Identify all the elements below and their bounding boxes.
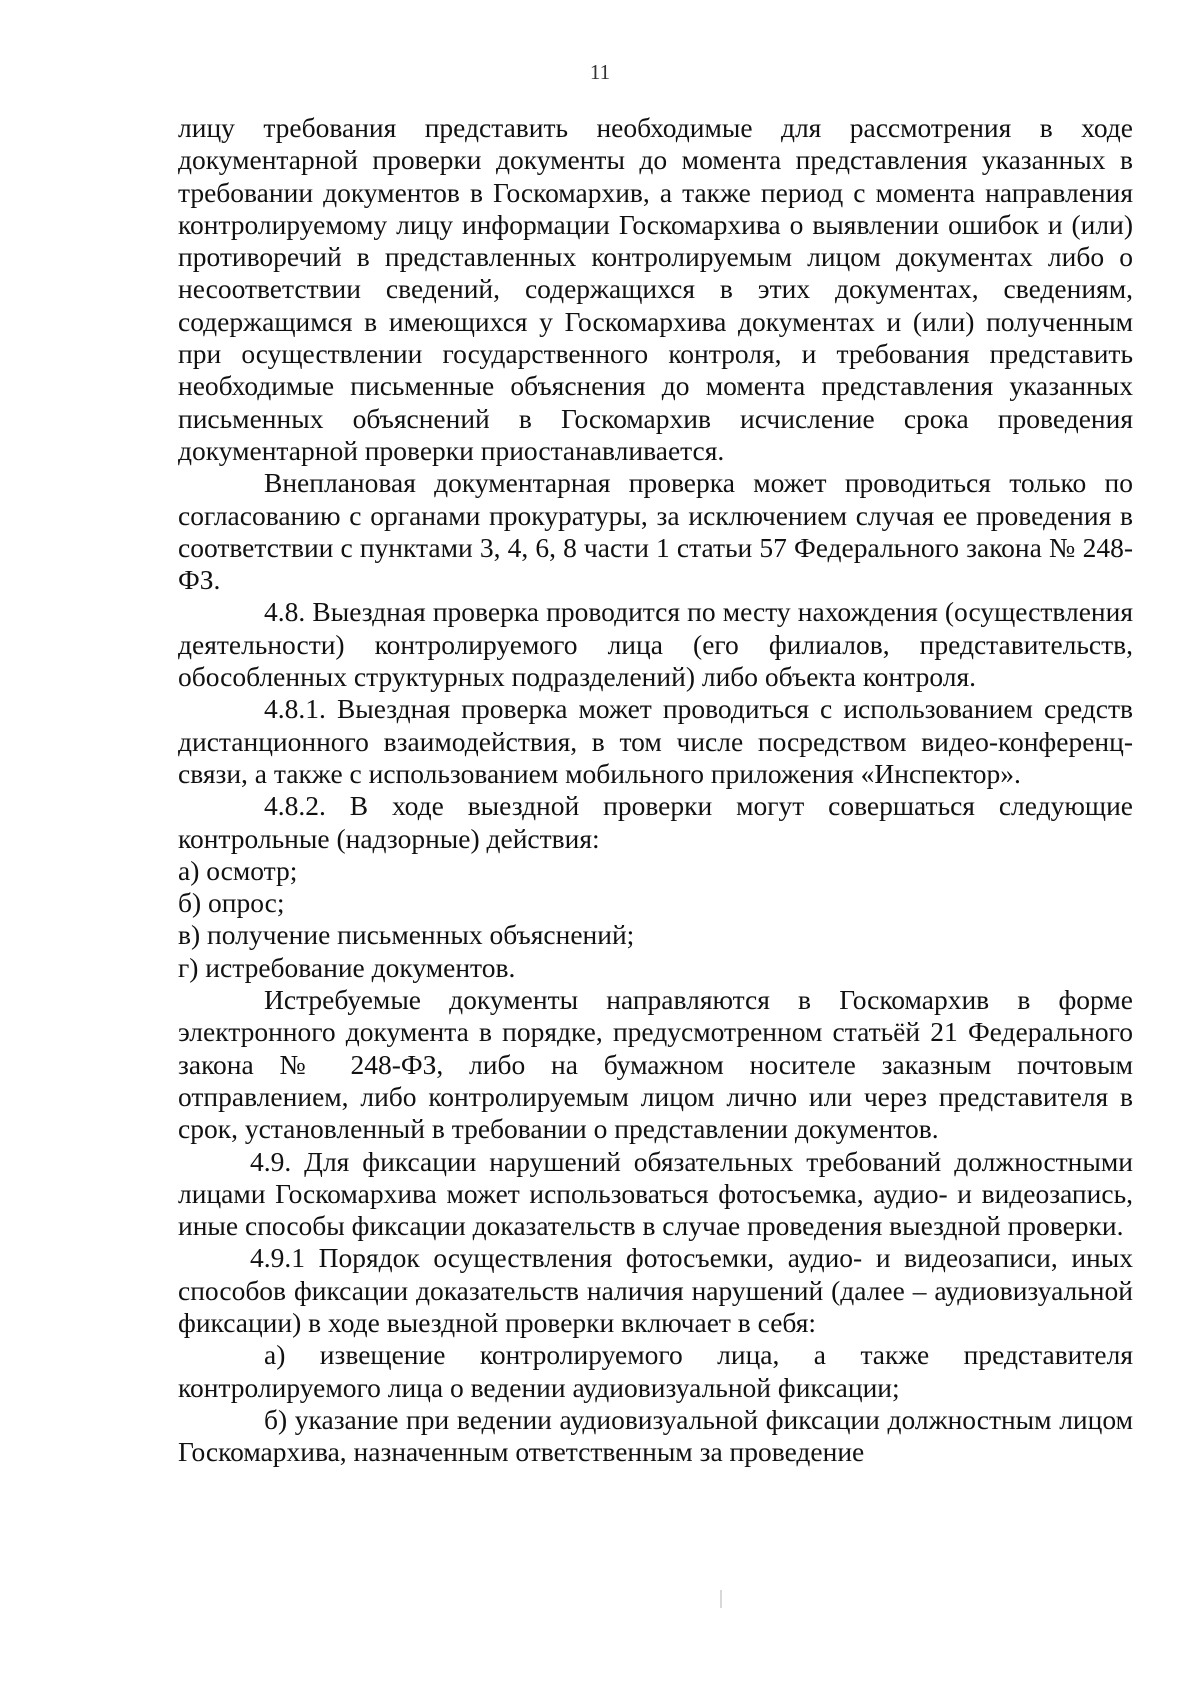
paragraph-4-9-1: 4.9.1 Порядок осуществления фотосъемки, аудио- и видеозаписи, иных способов фиксации доказательств наличия нарушений (далее – аудиовизуальной фиксации) в ходе выездной проверки включает в себя:	[178, 1242, 1133, 1338]
page-number: 11	[589, 60, 611, 84]
list-item-v: в) получение письменных объяснений;	[178, 919, 635, 951]
paragraph-4-8-2: 4.8.2. В ходе выездной проверки могут совершаться следующие контрольные (надзорные) действия:	[178, 790, 1133, 854]
paragraph-4-8: 4.8. Выездная проверка проводится по месту нахождения (осуществления деятельности) контролируемого лица (его филиалов, представительств, обособленных структурных подразделений) либо объекта контроля.	[178, 596, 1133, 693]
paragraph-continuation: лицу требования представить необходимые для рассмотрения в ходе документарной проверки документы до момента представления указанных в требовании документов в Госкомархив, а также период с момента направления контролируемому лицу информации Госкомархива о выявлении ошибок и (или) противоречий в представленных контролируемым лицом документах либо о несоответствии сведений, содержащихся в этих документах, сведениям, содержащимся в имеющихся у Госкомархива документах и (или) полученным при осуществлении государственного контроля, и требования представить необходимые письменные объяснения до момента представления указанных письменных объяснений в Госкомархив исчисление срока проведения документарной проверки приостанавливается.	[178, 112, 1133, 466]
paragraph-4-9-1-a: а) извещение контролируемого лица, а также представителя контролируемого лица о ведении аудиовизуальной фиксации;	[178, 1339, 1133, 1403]
paragraph-4-9: 4.9. Для фиксации нарушений обязательных требований должностными лицами Госкомархива может использоваться фотосъемка, аудио- и видеозапись, иные способы фиксации доказательств в случае проведения выездной проверки.	[178, 1145, 1133, 1242]
list-item-b: б) опрос;	[178, 887, 285, 919]
scan-mark	[720, 1590, 722, 1608]
list-item-g: г) истребование документов.	[178, 951, 516, 983]
paragraph-requested-documents: Истребуемые документы направляются в Госкомархив в форме электронного документа в порядке, предусмотренном статьёй 21 Федерального закона № 248-ФЗ, либо на бумажном носителе заказным почтовым отправлением, либо контролируемым лицом лично или через представителя в срок, установленный в требовании о представлении документов.	[178, 984, 1133, 1145]
paragraph-4-8-1: 4.8.1. Выездная проверка может проводиться с использованием средств дистанционного взаимодействия, в том числе посредством видео-конференц-связи, а также с использованием мобильного приложения «Инспектор».	[178, 693, 1133, 789]
paragraph-unscheduled-inspection: Внеплановая документарная проверка может проводиться только по согласованию с органами прокуратуры, за исключением случая ее проведения в соответствии с пунктами 3, 4, 6, 8 части 1 статьи 57 Федерального закона № 248-ФЗ.	[178, 467, 1133, 596]
document-body	[178, 112, 1133, 1468]
list-item-a: а) осмотр;	[178, 854, 298, 886]
paragraph-4-9-1-b: б) указание при ведении аудиовизуальной фиксации должностным лицом Госкомархива, назначенным ответственным за проведение	[178, 1403, 1133, 1468]
